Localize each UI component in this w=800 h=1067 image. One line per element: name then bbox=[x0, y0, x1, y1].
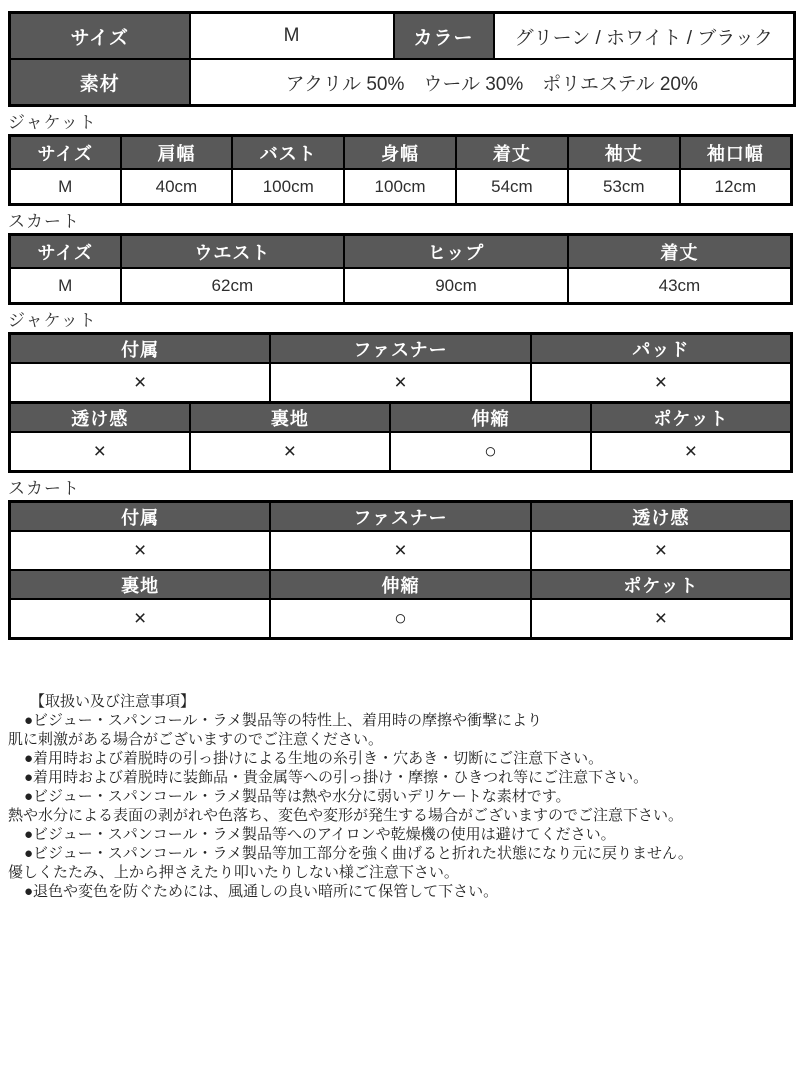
table-row bbox=[10, 235, 792, 269]
care-notes-title: 【取扱い及び注意事項】 bbox=[30, 693, 196, 710]
skirt-features-table bbox=[8, 500, 793, 640]
jacket-features-table-row2 bbox=[8, 401, 793, 473]
table-row bbox=[10, 268, 792, 304]
table-row bbox=[10, 59, 795, 106]
mark-cell: ○ bbox=[390, 432, 591, 472]
mark-cell: × bbox=[10, 531, 271, 570]
mark-cell: × bbox=[10, 432, 190, 472]
header-cell: 透け感 bbox=[10, 403, 190, 433]
value-cell: 100cm bbox=[232, 169, 344, 205]
value-cell: 40cm bbox=[121, 169, 233, 205]
header-cell: パッド bbox=[531, 334, 792, 364]
care-note-line: ●着用時および着脱時に装飾品・貴金属等への引っ掛け・摩擦・ひきつれ等にご注意下さい。 bbox=[24, 769, 649, 786]
header-cell: サイズ bbox=[10, 136, 121, 170]
jacket-size-table bbox=[8, 134, 793, 206]
header-cell: ウエスト bbox=[121, 235, 345, 269]
header-cell: 付属 bbox=[10, 334, 271, 364]
care-note-line: ●着用時および着脱時の引っ掛けによる生地の糸引き・穴あき・切断にご注意下さい。 bbox=[24, 750, 604, 767]
care-note-line: ●ビジュー・スパンコール・ラメ製品等の特性上、着用時の摩擦や衝撃により bbox=[24, 712, 543, 729]
header-cell: 着丈 bbox=[568, 235, 792, 269]
header-cell: ファスナー bbox=[270, 334, 531, 364]
header-cell: 袖丈 bbox=[568, 136, 680, 170]
care-note-line: ●退色や変色を防ぐためには、風通しの良い暗所にて保管して下さい。 bbox=[24, 883, 499, 900]
section-label-jacket-features: ジャケット bbox=[8, 311, 97, 330]
value-cell: 53cm bbox=[568, 169, 680, 205]
spec-summary-table bbox=[8, 11, 796, 107]
value-cell: 43cm bbox=[568, 268, 792, 304]
header-cell: 伸縮 bbox=[270, 570, 531, 599]
section-label-skirt-features: スカート bbox=[8, 479, 80, 498]
header-cell: ポケット bbox=[591, 403, 792, 433]
header-cell: 着丈 bbox=[456, 136, 568, 170]
value-cell: 100cm bbox=[344, 169, 456, 205]
care-note-line: 熱や水分による表面の剥がれや色落ち、変色や変形が発生する場合がございますのでご注意下さい。 bbox=[8, 807, 684, 824]
mark-cell: × bbox=[270, 531, 531, 570]
header-cell: 伸縮 bbox=[390, 403, 591, 433]
size-value-cell: M bbox=[190, 13, 394, 60]
table-row bbox=[10, 531, 792, 570]
value-cell: 90cm bbox=[344, 268, 568, 304]
header-cell: 裏地 bbox=[190, 403, 391, 433]
value-cell: M bbox=[10, 268, 121, 304]
care-note-line: 優しくたたみ、上から押さえたり叩いたりしない様ご注意下さい。 bbox=[8, 864, 459, 881]
section-label-jacket: ジャケット bbox=[8, 113, 97, 132]
care-note-line: ●ビジュー・スパンコール・ラメ製品等加工部分を強く曲げると折れた状態になり元に戻りません。 bbox=[24, 845, 693, 862]
care-notes bbox=[8, 692, 793, 901]
table-row bbox=[10, 502, 792, 532]
table-row bbox=[10, 432, 792, 472]
mark-cell: × bbox=[10, 599, 271, 639]
mark-cell: × bbox=[531, 599, 792, 639]
mark-cell: × bbox=[270, 363, 531, 403]
header-cell: 袖口幅 bbox=[680, 136, 792, 170]
table-row bbox=[10, 13, 795, 60]
care-note-line: ●ビジュー・スパンコール・ラメ製品等は熱や水分に弱いデリケートな素材です。 bbox=[24, 788, 571, 805]
material-header-cell: 素材 bbox=[10, 59, 190, 106]
jacket-features-table-row1 bbox=[8, 332, 793, 404]
table-row bbox=[10, 334, 792, 364]
value-cell: 62cm bbox=[121, 268, 345, 304]
material-value-cell: アクリル 50% ウール 30% ポリエステル 20% bbox=[190, 59, 795, 106]
mark-cell: × bbox=[531, 363, 792, 403]
header-cell: 裏地 bbox=[10, 570, 271, 599]
table-row bbox=[10, 403, 792, 433]
table-row bbox=[10, 363, 792, 403]
skirt-size-table bbox=[8, 233, 793, 305]
table-row bbox=[10, 570, 792, 599]
header-cell: 身幅 bbox=[344, 136, 456, 170]
color-header-cell: カラー bbox=[394, 13, 494, 60]
header-cell: 透け感 bbox=[531, 502, 792, 532]
header-cell: サイズ bbox=[10, 235, 121, 269]
color-value-cell: グリーン / ホワイト / ブラック bbox=[494, 13, 795, 60]
header-cell: 肩幅 bbox=[121, 136, 233, 170]
header-cell: バスト bbox=[232, 136, 344, 170]
value-cell: 12cm bbox=[680, 169, 792, 205]
header-cell: ポケット bbox=[531, 570, 792, 599]
table-row bbox=[10, 599, 792, 639]
size-header-cell: サイズ bbox=[10, 13, 190, 60]
mark-cell: × bbox=[10, 363, 271, 403]
table-row bbox=[10, 136, 792, 170]
care-note-line: 肌に刺激がある場合がございますのでご注意ください。 bbox=[8, 731, 384, 748]
mark-cell: × bbox=[190, 432, 391, 472]
value-cell: 54cm bbox=[456, 169, 568, 205]
header-cell: ファスナー bbox=[270, 502, 531, 532]
mark-cell: × bbox=[531, 531, 792, 570]
mark-cell: × bbox=[591, 432, 792, 472]
care-note-line: ●ビジュー・スパンコール・ラメ製品等へのアイロンや乾燥機の使用は避けてください。 bbox=[24, 826, 616, 843]
value-cell: M bbox=[10, 169, 121, 205]
header-cell: ヒップ bbox=[344, 235, 568, 269]
header-cell: 付属 bbox=[10, 502, 271, 532]
mark-cell: ○ bbox=[270, 599, 531, 639]
section-label-skirt: スカート bbox=[8, 212, 80, 231]
table-row bbox=[10, 169, 792, 205]
